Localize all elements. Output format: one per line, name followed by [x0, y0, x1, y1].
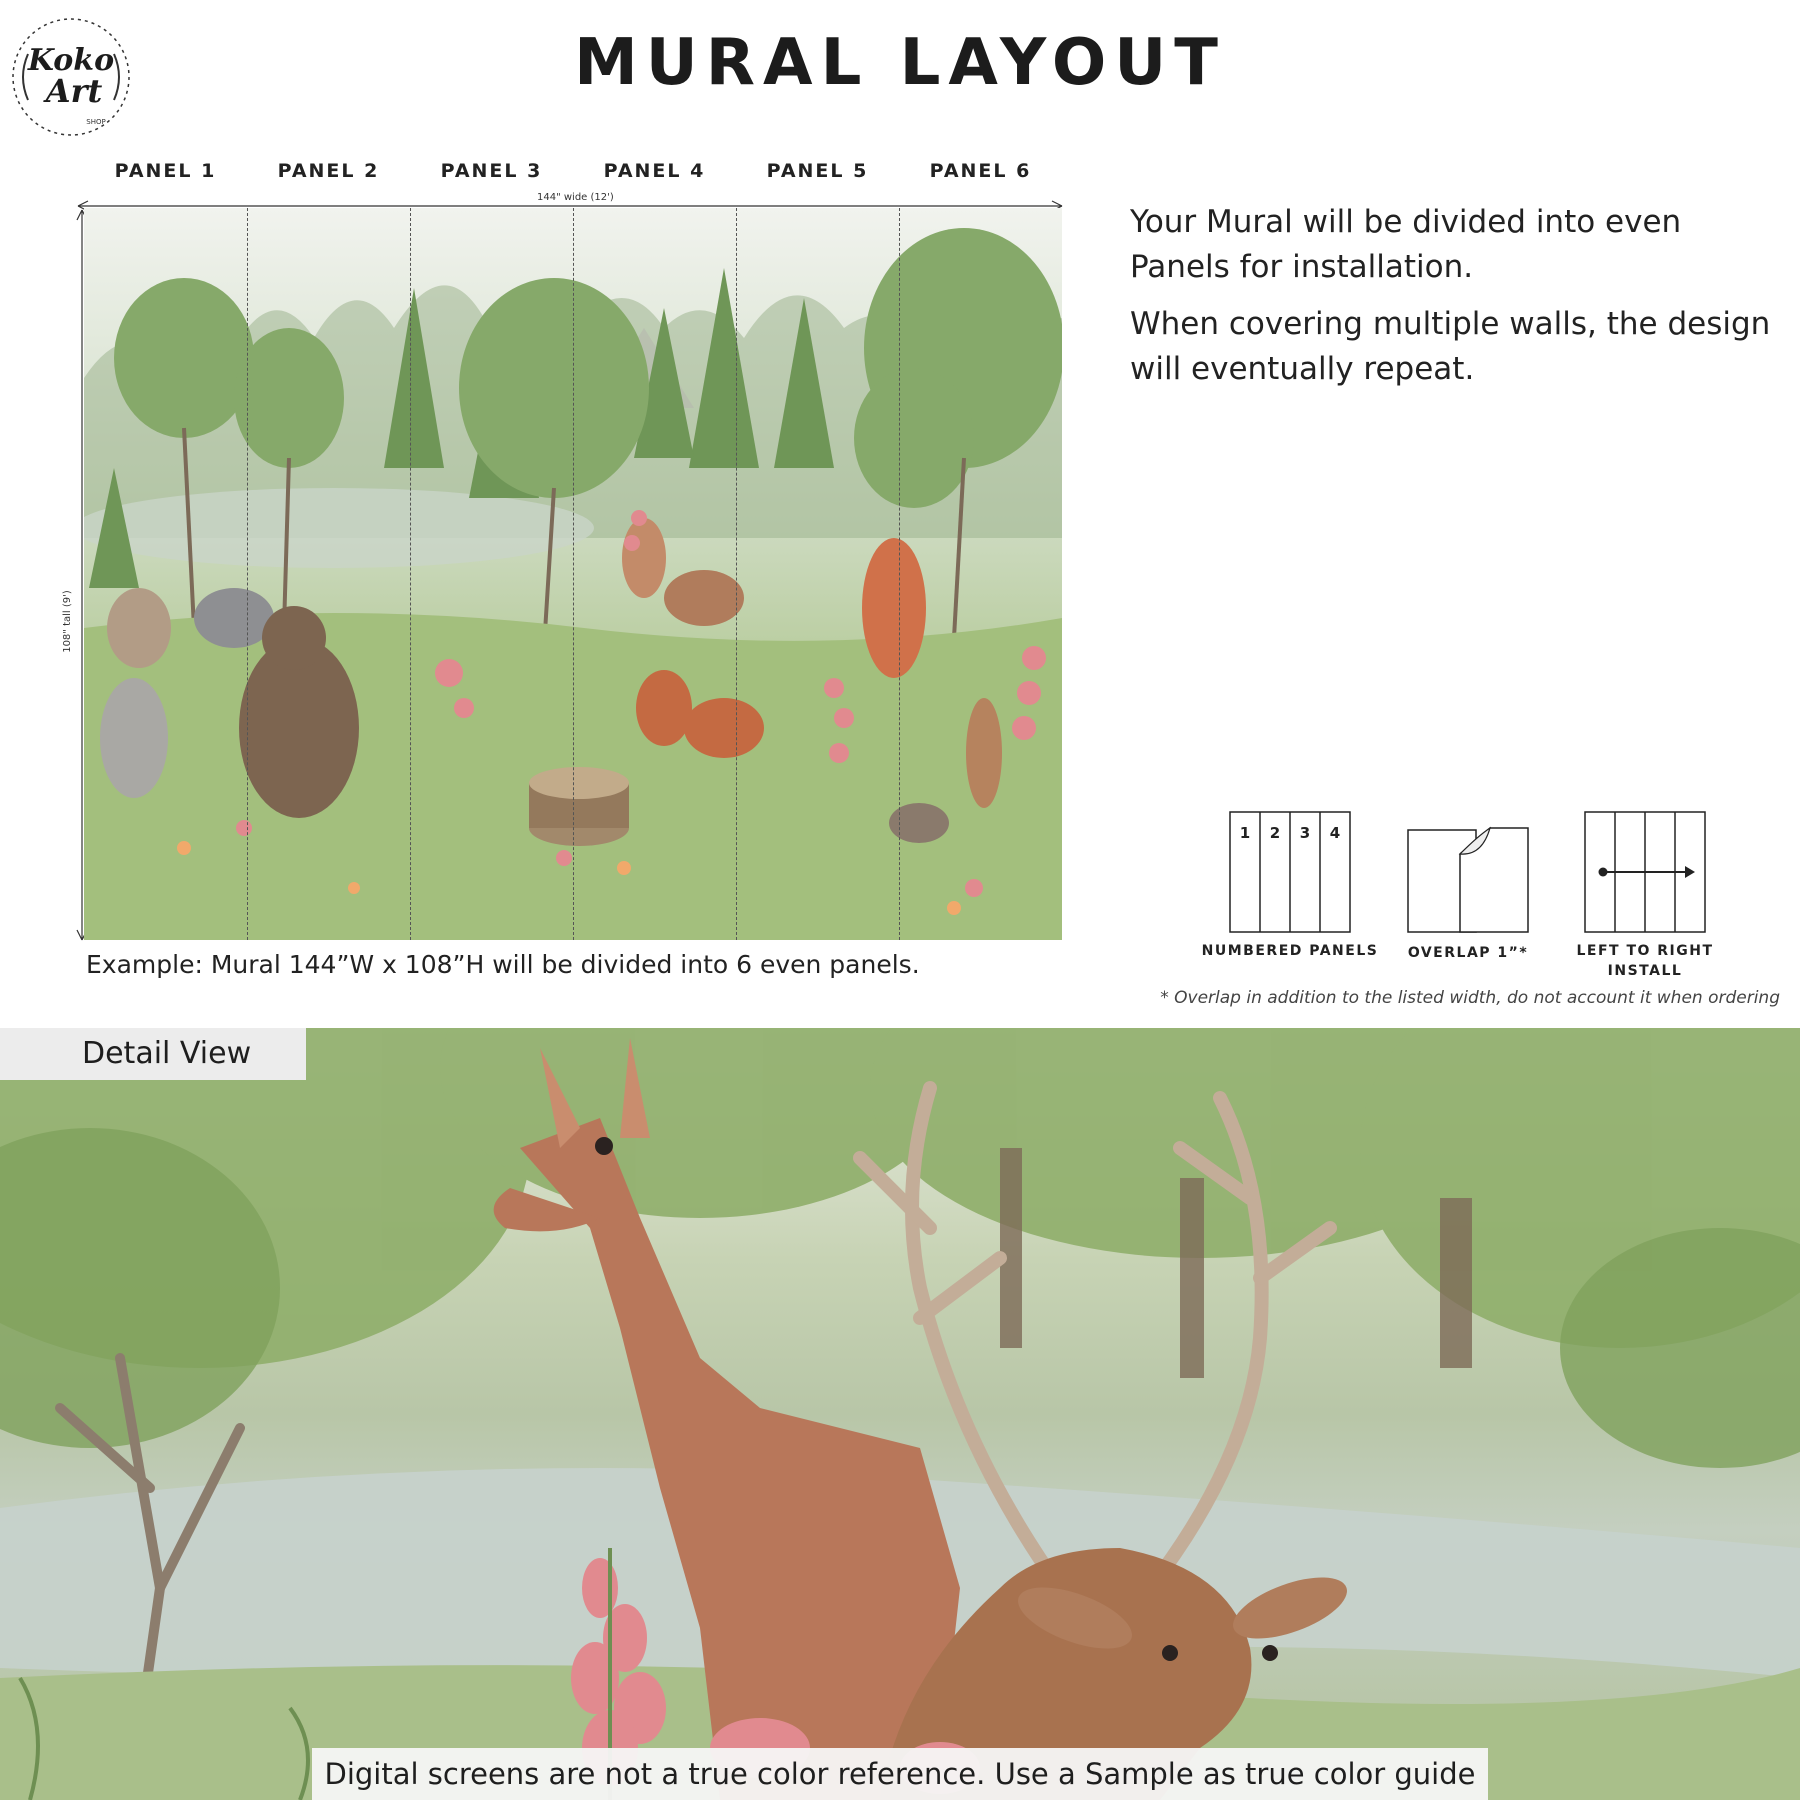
- detail-view-label: Detail View: [0, 1028, 306, 1080]
- left-to-right-install-label: [1560, 941, 1730, 981]
- description-paragraph-2: When covering multiple walls, the design will eventually repeat.: [1130, 306, 1771, 387]
- page-title: MURAL LAYOUT: [574, 26, 1226, 100]
- panel-label-5: PANEL 5: [766, 160, 869, 182]
- panel-number-3: 3: [1299, 824, 1311, 842]
- panel-number-2: 2: [1269, 824, 1281, 842]
- panel-divider: [736, 208, 737, 940]
- detail-illustration: [0, 1028, 1800, 1800]
- description: [1130, 200, 1780, 404]
- overlap-note: * Overlap in addition to the listed width, do not account it when ordering: [1160, 988, 1780, 1008]
- detail-view: [0, 1028, 1800, 1800]
- panel-label-4: PANEL 4: [603, 160, 706, 182]
- mural-preview: [84, 208, 1062, 940]
- svg-text:Koko: Koko: [27, 43, 115, 78]
- panel-number-4: 4: [1329, 824, 1341, 842]
- panel-divider: [573, 208, 574, 940]
- panel-number-1: 1: [1239, 824, 1251, 842]
- left-to-right-label-line-2: INSTALL: [1607, 963, 1683, 979]
- panel-labels: [84, 160, 1062, 190]
- width-dimension-label: 144" wide (12'): [537, 192, 614, 203]
- svg-text:Art: Art: [45, 72, 103, 110]
- panel-divider: [247, 208, 248, 940]
- left-to-right-install-icon: [1583, 810, 1707, 934]
- description-paragraph-1: Your Mural will be divided into even Panels for installation.: [1130, 204, 1682, 285]
- color-warning-banner: Digital screens are not a true color reference. Use a Sample as true color guide: [312, 1748, 1488, 1800]
- overlap-icon: [1406, 826, 1530, 934]
- panel-divider: [410, 208, 411, 940]
- overlap-label: OVERLAP 1”*: [1407, 945, 1529, 961]
- svg-text:SHOP: SHOP: [86, 118, 106, 126]
- panel-label-1: PANEL 1: [114, 160, 217, 182]
- panel-label-3: PANEL 3: [440, 160, 543, 182]
- example-caption: Example: Mural 144”W x 108”H will be divided into 6 even panels.: [86, 950, 920, 979]
- numbered-panels-icon: [1228, 810, 1352, 934]
- panel-label-6: PANEL 6: [929, 160, 1032, 182]
- height-dimension-label: 108" tall (9'): [61, 590, 73, 653]
- numbered-panels-label: NUMBERED PANELS: [1201, 943, 1379, 959]
- left-to-right-label-line-1: LEFT TO RIGHT: [1576, 943, 1714, 959]
- panel-divider: [899, 208, 900, 940]
- panel-label-2: PANEL 2: [277, 160, 380, 182]
